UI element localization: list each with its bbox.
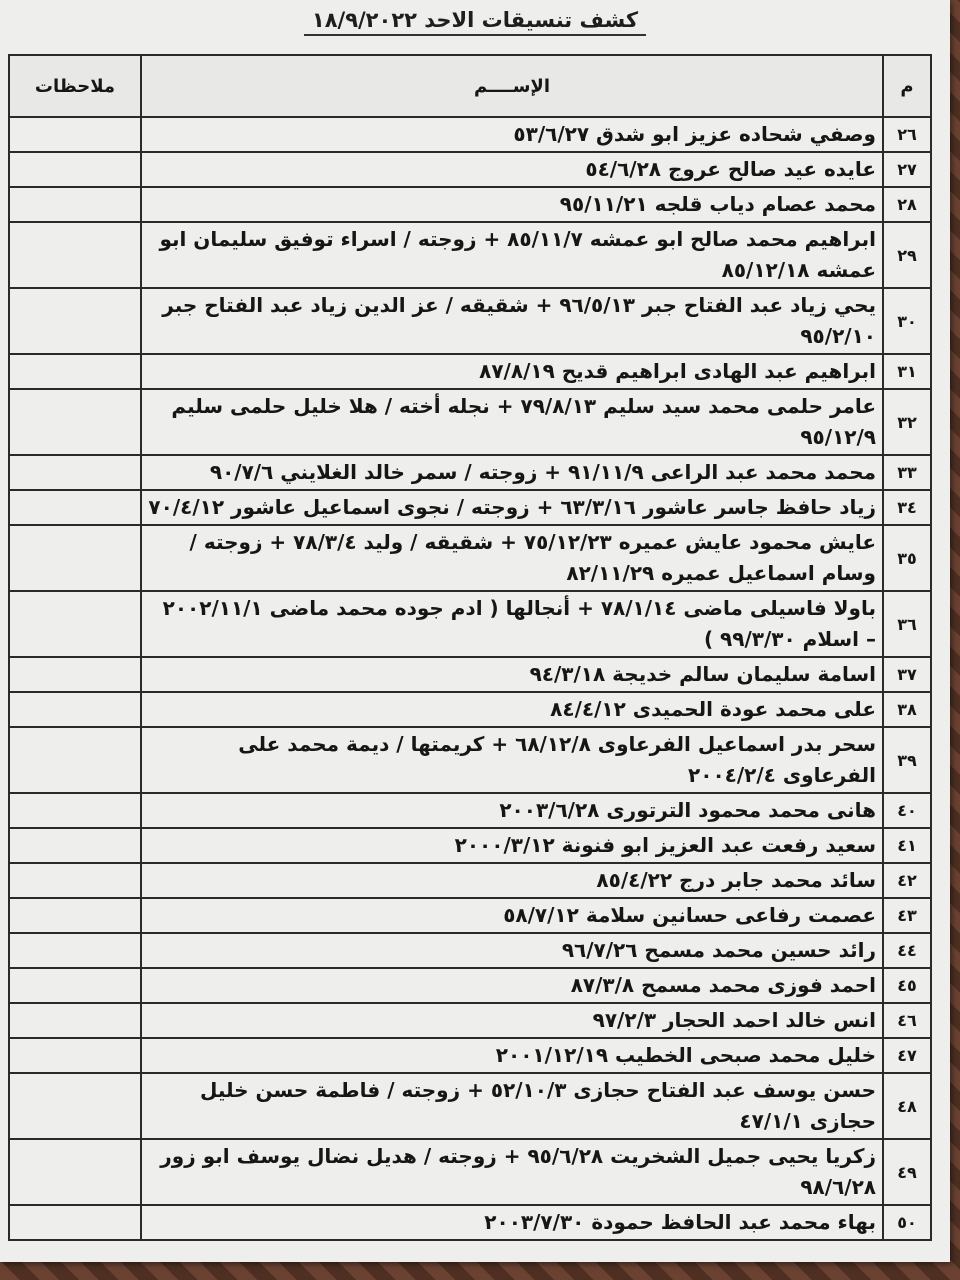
row-number: ٤٣: [883, 898, 931, 933]
table-row: [9, 828, 931, 863]
row-notes: [9, 1139, 141, 1205]
row-number: ٤٥: [883, 968, 931, 1003]
row-number: ٥٠: [883, 1205, 931, 1240]
row-name: زكريا يحيى جميل الشخريت ٩٥/٦/٢٨ + زوجته / هديل نضال يوسف ابو زور ٩٨/٦/٢٨: [141, 1139, 883, 1205]
row-number: ٢٩: [883, 222, 931, 288]
row-notes: [9, 828, 141, 863]
row-name: باولا فاسيلى ماضى ٧٨/١/١٤ + أنجالها ( ادم جوده محمد ماضى ٢٠٠٢/١١/١ – اسلام ٩٩/٣/٣٠ ): [141, 591, 883, 657]
row-number: ٢٨: [883, 187, 931, 222]
row-name: عامر حلمى محمد سيد سليم ٧٩/٨/١٣ + نجله أخته / هلا خليل حلمى سليم ٩٥/١٢/٩: [141, 389, 883, 455]
row-notes: [9, 692, 141, 727]
row-name: ابراهيم عبد الهادى ابراهيم قديح ٨٧/٨/١٩: [141, 354, 883, 389]
row-number: ٤٨: [883, 1073, 931, 1139]
row-notes: [9, 117, 141, 152]
row-name: خليل محمد صبحى الخطيب ٢٠٠١/١٢/١٩: [141, 1038, 883, 1073]
table-row: [9, 727, 931, 793]
header-notes: ملاحظات: [9, 55, 141, 117]
table-row: [9, 152, 931, 187]
row-number: ٣٥: [883, 525, 931, 591]
page-title: كشف تنسيقات الاحد ١٨/٩/٢٠٢٢: [0, 8, 950, 32]
table-row: [9, 1003, 931, 1038]
names-table: [8, 54, 932, 1241]
row-name: بهاء محمد عبد الحافظ حمودة ٢٠٠٣/٧/٣٠: [141, 1205, 883, 1240]
row-name: هانى محمد محمود الترتورى ٢٠٠٣/٦/٢٨: [141, 793, 883, 828]
row-number: ٣٦: [883, 591, 931, 657]
row-notes: [9, 1073, 141, 1139]
table-row: [9, 692, 931, 727]
row-number: ٤٩: [883, 1139, 931, 1205]
row-notes: [9, 1205, 141, 1240]
row-number: ٣٤: [883, 490, 931, 525]
table-row: [9, 1038, 931, 1073]
row-notes: [9, 389, 141, 455]
row-number: ٢٦: [883, 117, 931, 152]
row-name: اسامة سليمان سالم خديجة ٩٤/٣/١٨: [141, 657, 883, 692]
row-notes: [9, 933, 141, 968]
table-row: [9, 222, 931, 288]
row-notes: [9, 525, 141, 591]
row-number: ٤١: [883, 828, 931, 863]
table-row: [9, 525, 931, 591]
row-name: محمد محمد عبد الراعى ٩١/١١/٩ + زوجته / سمر خالد الغلايني ٩٠/٧/٦: [141, 455, 883, 490]
row-name: رائد حسين محمد مسمح ٩٦/٧/٢٦: [141, 933, 883, 968]
table-row: [9, 354, 931, 389]
table-row: [9, 187, 931, 222]
table-row: [9, 1139, 931, 1205]
table-row: [9, 898, 931, 933]
row-notes: [9, 591, 141, 657]
row-name: سعيد رفعت عبد العزيز ابو فنونة ٢٠٠٠/٣/١٢: [141, 828, 883, 863]
row-number: ٤٦: [883, 1003, 931, 1038]
row-name: عايده عيد صالح عروج ٥٤/٦/٢٨: [141, 152, 883, 187]
table-row: [9, 389, 931, 455]
row-number: ٣٨: [883, 692, 931, 727]
row-name: ابراهيم محمد صالح ابو عمشه ٨٥/١١/٧ + زوجته / اسراء توفيق سليمان ابو عمشه ٨٥/١٢/١٨: [141, 222, 883, 288]
row-notes: [9, 863, 141, 898]
row-name: عصمت رفاعى حسانين سلامة ٥٨/٧/١٢: [141, 898, 883, 933]
row-name: عايش محمود عايش عميره ٧٥/١٢/٢٣ + شقيقه / وليد ٧٨/٣/٤ + زوجته / وسام اسماعيل عميره ٨٢/١١/٢٩: [141, 525, 883, 591]
row-name: سائد محمد جابر درج ٨٥/٤/٢٢: [141, 863, 883, 898]
table-row: [9, 455, 931, 490]
row-number: ٣٠: [883, 288, 931, 354]
row-name: وصفي شحاده عزيز ابو شدق ٥٣/٦/٢٧: [141, 117, 883, 152]
row-notes: [9, 490, 141, 525]
row-number: ٤٧: [883, 1038, 931, 1073]
row-number: ٣١: [883, 354, 931, 389]
row-notes: [9, 354, 141, 389]
table-header-row: [9, 55, 931, 117]
row-name: زياد حافظ جاسر عاشور ٦٣/٣/١٦ + زوجته / نجوى اسماعيل عاشور ٧٠/٤/١٢: [141, 490, 883, 525]
table-row: [9, 933, 931, 968]
row-name: على محمد عودة الحميدى ٨٤/٤/١٢: [141, 692, 883, 727]
row-number: ٢٧: [883, 152, 931, 187]
row-notes: [9, 187, 141, 222]
row-number: ٣٣: [883, 455, 931, 490]
row-notes: [9, 455, 141, 490]
row-name: سحر بدر اسماعيل الفرعاوى ٦٨/١٢/٨ + كريمتها / ديمة محمد على الفرعاوى ٢٠٠٤/٢/٤: [141, 727, 883, 793]
row-number: ٣٩: [883, 727, 931, 793]
row-notes: [9, 152, 141, 187]
table-row: [9, 968, 931, 1003]
header-name: الإســــم: [141, 55, 883, 117]
row-number: ٤٤: [883, 933, 931, 968]
row-notes: [9, 1038, 141, 1073]
row-notes: [9, 222, 141, 288]
table-row: [9, 490, 931, 525]
table-row: [9, 1073, 931, 1139]
row-name: احمد فوزى محمد مسمح ٨٧/٣/٨: [141, 968, 883, 1003]
table-row: [9, 657, 931, 692]
table-row: [9, 793, 931, 828]
row-name: محمد عصام دياب قلجه ٩٥/١١/٢١: [141, 187, 883, 222]
table-row: [9, 1205, 931, 1240]
row-name: انس خالد احمد الحجار ٩٧/٢/٣: [141, 1003, 883, 1038]
table-row: [9, 863, 931, 898]
row-notes: [9, 657, 141, 692]
row-name: حسن يوسف عبد الفتاح حجازى ٥٢/١٠/٣ + زوجته / فاطمة حسن خليل حجازى ٤٧/١/١: [141, 1073, 883, 1139]
table-row: [9, 591, 931, 657]
row-number: ٣٧: [883, 657, 931, 692]
row-notes: [9, 727, 141, 793]
row-number: ٤٢: [883, 863, 931, 898]
row-number: ٤٠: [883, 793, 931, 828]
header-number: م: [883, 55, 931, 117]
row-notes: [9, 898, 141, 933]
row-number: ٣٢: [883, 389, 931, 455]
row-notes: [9, 968, 141, 1003]
table-row: [9, 117, 931, 152]
table-row: [9, 288, 931, 354]
row-notes: [9, 793, 141, 828]
row-notes: [9, 1003, 141, 1038]
row-name: يحي زياد عبد الفتاح جبر ٩٦/٥/١٣ + شقيقه / عز الدين زياد عبد الفتاح جبر ٩٥/٢/١٠: [141, 288, 883, 354]
row-notes: [9, 288, 141, 354]
